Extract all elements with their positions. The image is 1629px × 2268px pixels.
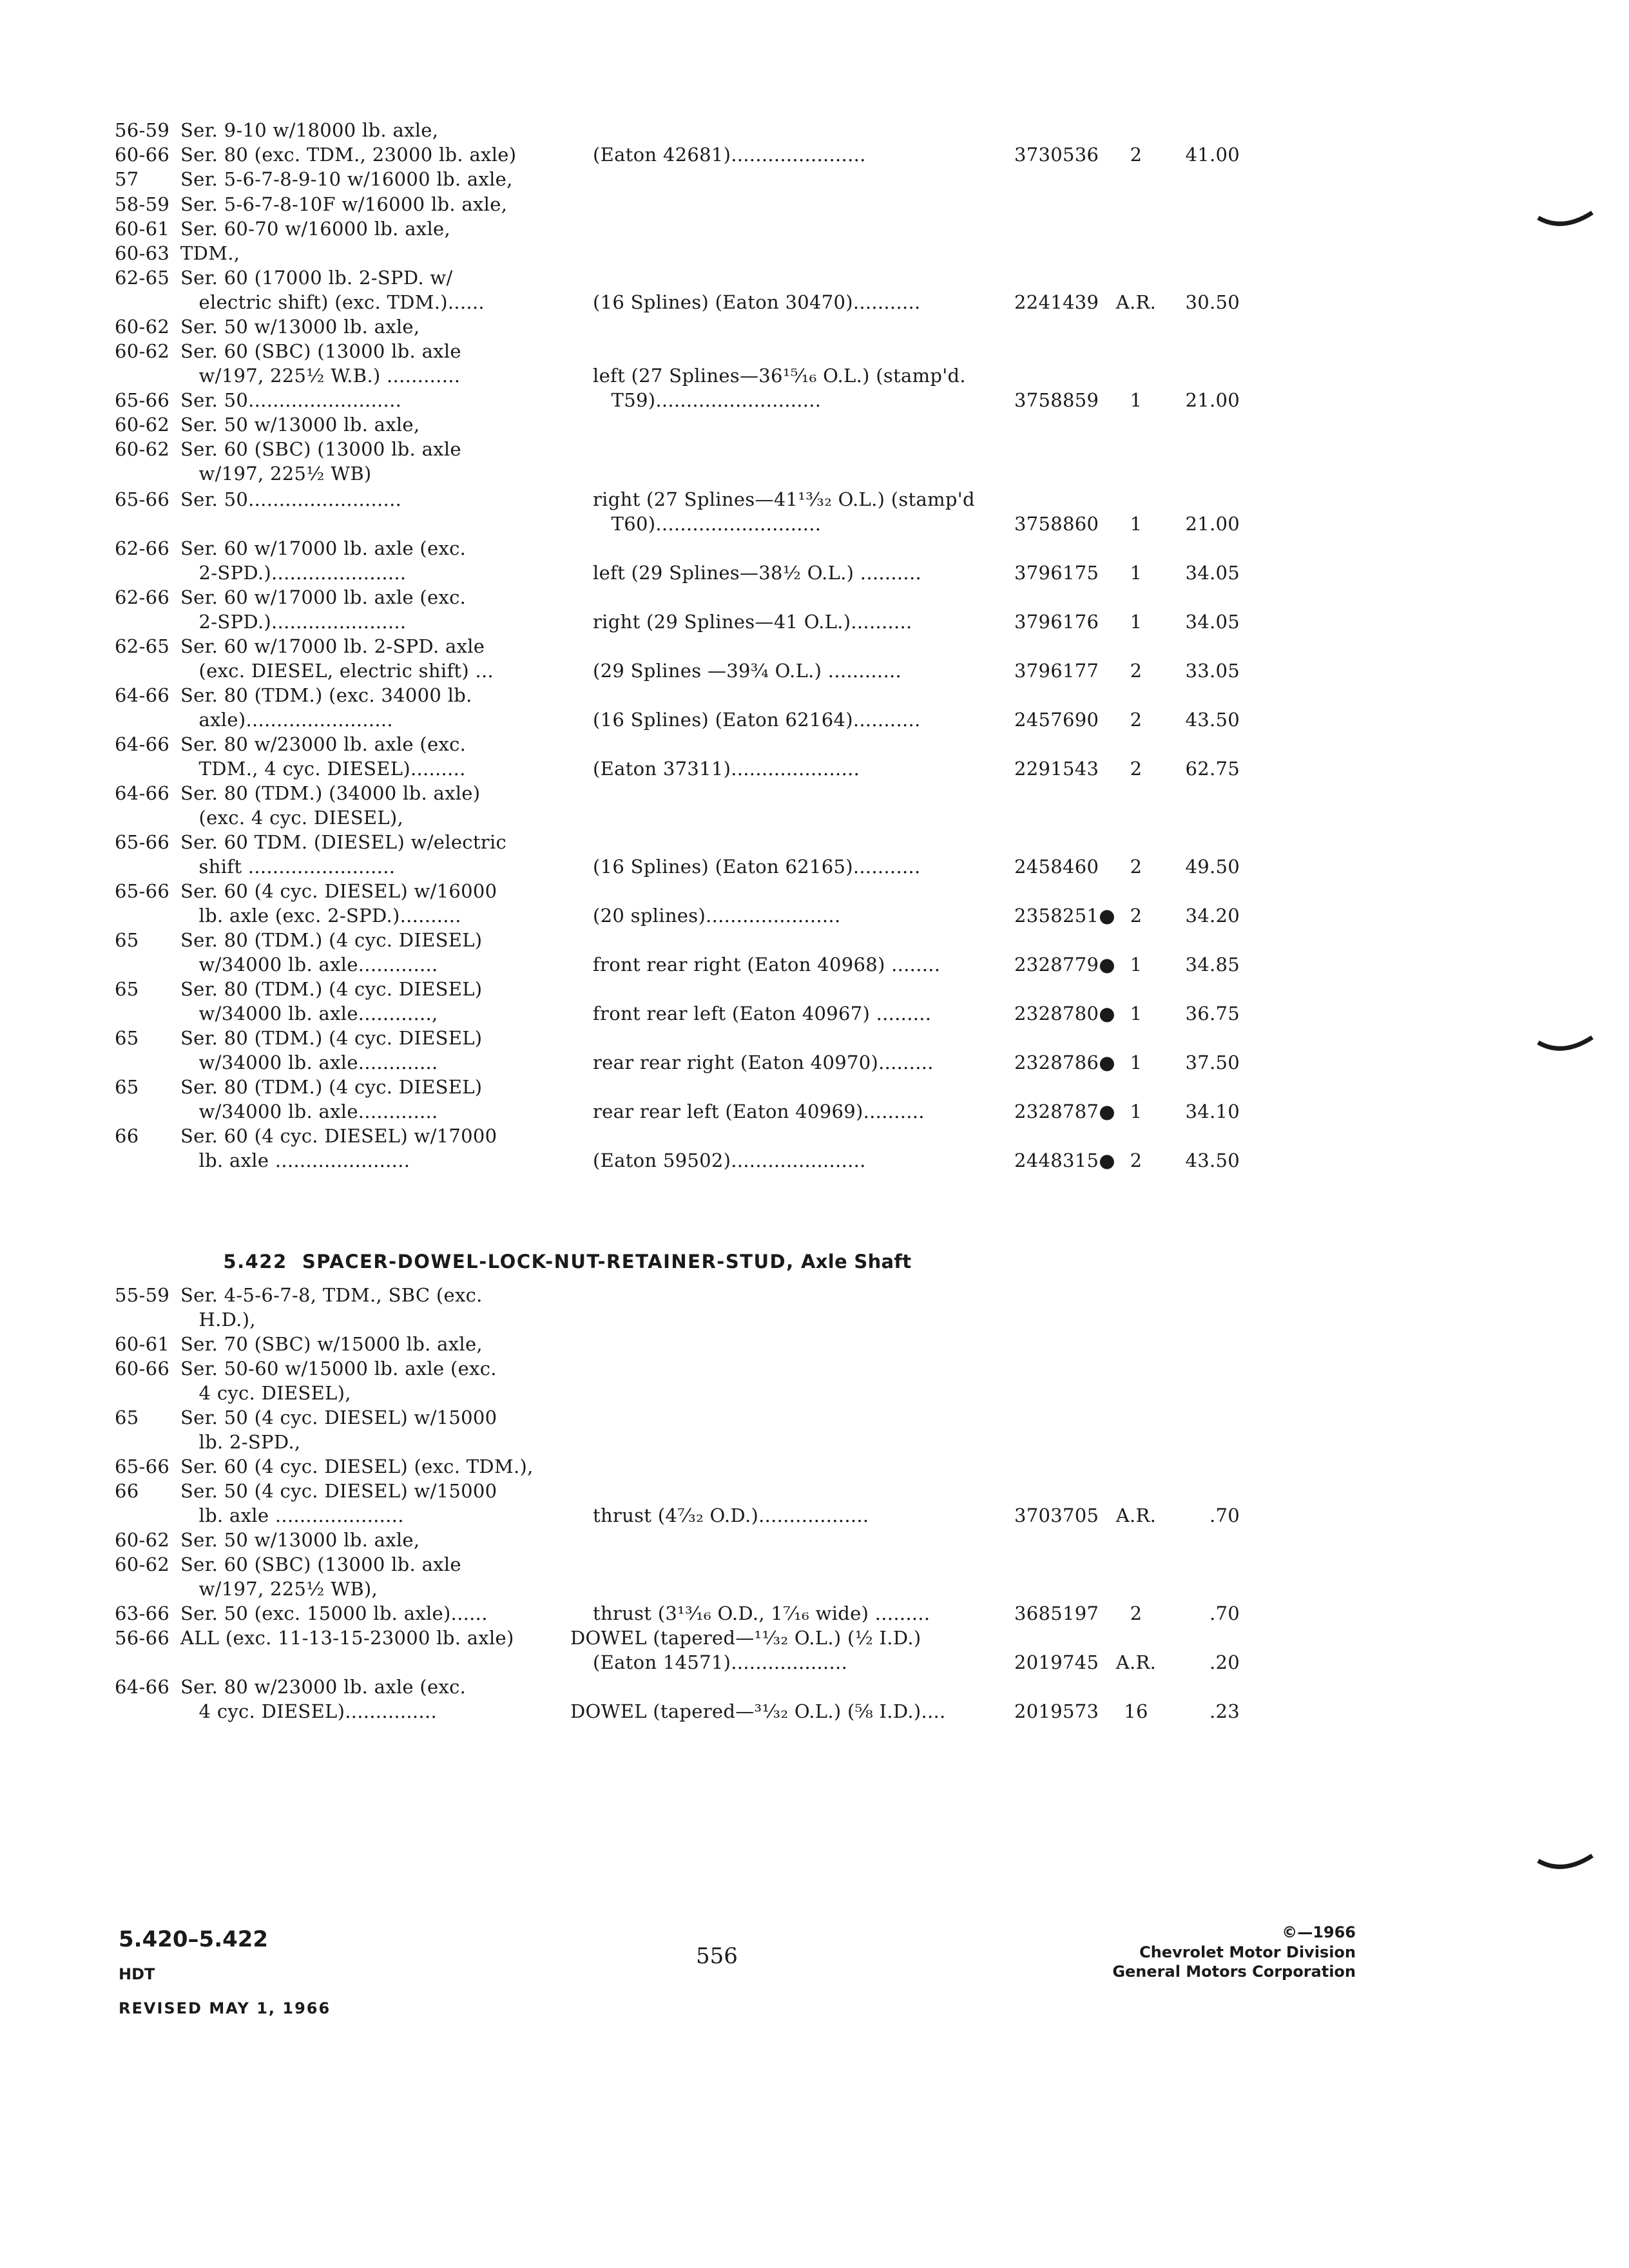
year-range: 65 [115,978,139,1000]
page-number: 556 [696,1943,738,1969]
part-description: right (27 Splines—41¹³⁄₃₂ O.L.) (stamp'd [593,488,975,510]
list-price: 34.20 [1185,905,1240,927]
application-desc: shift ........................ [180,856,396,878]
year-range: 65-66 [115,488,170,510]
application-desc: Ser. 60 (4 cyc. DIESEL) (exc. TDM.), [180,1456,534,1477]
list-price: 41.00 [1185,144,1240,166]
part-number: 3796175 [1014,562,1099,584]
part-number: 3796176 [1014,611,1099,633]
application-desc: Ser. 50 w/13000 lb. axle, [180,316,420,338]
year-range: 62-65 [115,635,170,657]
list-price: 43.50 [1185,1149,1240,1171]
application-desc: Ser. 50 (4 cyc. DIESEL) w/15000 [180,1480,497,1502]
part-description: (16 Splines) (Eaton 62165)........... [593,856,921,878]
application-desc: Ser. 60 (SBC) (13000 lb. axle [180,1553,461,1575]
part-number: 2328786● [1014,1052,1115,1073]
year-range: 62-66 [115,586,170,608]
part-number: 2448315● [1014,1149,1115,1171]
application-desc: Ser. 50......................... [180,488,402,510]
part-description: left (29 Splines—38½ O.L.) .......... [593,562,921,584]
list-price: 62.75 [1185,758,1240,780]
year-range: 65 [115,1076,139,1098]
part-number: 3796177 [1014,660,1099,682]
part-number: 2328780● [1014,1003,1115,1024]
part-number: 2019573 [1014,1700,1099,1722]
list-price: 37.50 [1185,1052,1240,1073]
list-price: .70 [1209,1602,1240,1624]
year-range: 60-61 [115,1333,170,1355]
part-description: (29 Splines —39¾ O.L.) ............ [593,660,902,682]
quantity: 1 [1130,513,1142,535]
year-range: 66 [115,1480,139,1502]
year-range: 63-66 [115,1602,170,1624]
footer-corporation: General Motors Corporation [1112,1963,1356,1981]
application-desc: Ser. 50 (exc. 15000 lb. axle)...... [180,1602,488,1624]
list-price: .20 [1209,1651,1240,1673]
part-number: 2291543 [1014,758,1099,780]
part-description: rear rear left (Eaton 40969).......... [593,1100,925,1122]
section-heading-sub: Axle Shaft [794,1251,912,1273]
year-range: 65-66 [115,389,170,411]
quantity: 2 [1130,758,1142,780]
part-number: 3758859 [1014,389,1099,411]
application-desc: Ser. 4-5-6-7-8, TDM., SBC (exc. [180,1284,483,1306]
application-desc: lb. 2-SPD., [180,1431,301,1453]
application-desc: TDM., 4 cyc. DIESEL)......... [180,758,466,780]
year-range: 60-61 [115,218,170,240]
application-desc: 2-SPD.)...................... [180,562,407,584]
year-range: 55-59 [115,1284,170,1306]
list-price: 30.50 [1185,291,1240,313]
part-description: (Eaton 14571)................... [593,1651,848,1673]
application-desc: (exc. DIESEL, electric shift) ... [180,660,494,682]
application-desc: w/197, 225½ WB) [180,463,372,485]
year-range: 60-62 [115,340,170,362]
application-desc: Ser. 60 TDM. (DIESEL) w/electric [180,831,507,853]
quantity: 1 [1130,389,1142,411]
application-desc: Ser. 60 w/17000 lb. axle (exc. [180,537,467,559]
application-desc: ALL (exc. 11-13-15-23000 lb. axle) [180,1627,514,1649]
application-desc: Ser. 60-70 w/16000 lb. axle, [180,218,451,240]
part-description: thrust (3¹³⁄₁₆ O.D., 1⁷⁄₁₆ wide) ......... [593,1602,930,1624]
part-number: 3685197 [1014,1602,1099,1624]
quantity: 2 [1130,856,1142,878]
application-desc: Ser. 50......................... [180,389,402,411]
application-desc: Ser. 80 (TDM.) (4 cyc. DIESEL) [180,929,483,951]
part-description: right (29 Splines—41 O.L.).......... [593,611,912,633]
application-desc: (exc. 4 cyc. DIESEL), [180,807,404,829]
application-desc: Ser. 60 w/17000 lb. 2-SPD. axle [180,635,485,657]
quantity: 1 [1130,1052,1142,1073]
part-description: thrust (4⁷⁄₃₂ O.D.).................. [593,1504,869,1526]
application-desc: w/34000 lb. axle............. [180,1052,438,1073]
quantity: 1 [1130,562,1142,584]
part-number: 2458460 [1014,856,1099,878]
quantity: 1 [1130,1100,1142,1122]
part-description: front rear right (Eaton 40968) ........ [593,954,941,975]
application-desc: Ser. 80 (TDM.) (4 cyc. DIESEL) [180,1027,483,1049]
list-price: 34.10 [1185,1100,1240,1122]
application-desc: Ser. 80 w/23000 lb. axle (exc. [180,1676,467,1698]
list-price: 49.50 [1185,856,1240,878]
application-desc: lb. axle ..................... [180,1504,404,1526]
quantity: 1 [1130,1003,1142,1024]
part-number: 3730536 [1014,144,1099,166]
application-desc: Ser. 80 (TDM.) (4 cyc. DIESEL) [180,1076,483,1098]
application-desc: axle)........................ [180,709,393,731]
year-range: 60-62 [115,1553,170,1575]
application-desc: w/34000 lb. axle............, [180,1003,438,1024]
year-range: 60-62 [115,438,170,460]
application-desc: Ser. 5-6-7-8-10F w/16000 lb. axle, [180,193,508,215]
footer-code: HDT [119,1965,155,1983]
application-desc: Ser. 60 (SBC) (13000 lb. axle [180,340,461,362]
part-number: 2328779● [1014,954,1115,975]
application-desc: 4 cyc. DIESEL), [180,1382,351,1404]
part-number: 3758860 [1014,513,1099,535]
part-description: (Eaton 59502)...................... [593,1149,866,1171]
section-heading-main: 5.422 SPACER-DOWEL-LOCK-NUT-RETAINER-STUD, [223,1251,795,1273]
binder-mark-icon [1537,206,1595,232]
quantity: 1 [1130,611,1142,633]
part-description: rear rear right (Eaton 40970)......... [593,1052,934,1073]
application-desc: Ser. 5-6-7-8-9-10 w/16000 lb. axle, [180,168,513,190]
application-desc: H.D.), [180,1309,256,1331]
quantity: 2 [1130,1602,1142,1624]
part-number: 2019745 [1014,1651,1099,1673]
year-range: 64-66 [115,782,170,804]
list-price: 21.00 [1185,513,1240,535]
year-range: 64-66 [115,684,170,706]
part-description: DOWEL (tapered—³¹⁄₃₂ O.L.) (⅝ I.D.).... [570,1700,946,1722]
year-range: 62-66 [115,537,170,559]
part-number: 2241439 [1014,291,1099,313]
quantity: 2 [1130,660,1142,682]
footer-copyright: ©—1966 [1282,1923,1356,1941]
application-desc: Ser. 60 (4 cyc. DIESEL) w/16000 [180,880,497,902]
quantity: A.R. [1115,291,1157,313]
year-range: 66 [115,1125,139,1147]
part-description: (16 Splines) (Eaton 62164)........... [593,709,921,731]
application-desc: Ser. 9-10 w/18000 lb. axle, [180,119,439,141]
binder-mark-icon [1537,1849,1595,1875]
part-description: DOWEL (tapered—¹¹⁄₃₂ O.L.) (½ I.D.) [570,1627,921,1649]
year-range: 64-66 [115,733,170,755]
year-range: 60-62 [115,316,170,338]
year-range: 65-66 [115,831,170,853]
part-description: (Eaton 37311)..................... [593,758,860,780]
year-range: 62-65 [115,267,170,289]
application-desc: lb. axle (exc. 2-SPD.).......... [180,905,461,927]
application-desc: Ser. 80 (TDM.) (34000 lb. axle) [180,782,481,804]
part-number: 2358251● [1014,905,1115,927]
year-range: 57 [115,168,139,190]
year-range: 60-62 [115,1529,170,1551]
application-desc: Ser. 60 (4 cyc. DIESEL) w/17000 [180,1125,497,1147]
application-desc: Ser. 50 (4 cyc. DIESEL) w/15000 [180,1407,497,1428]
list-price: 36.75 [1185,1003,1240,1024]
quantity: 2 [1130,144,1142,166]
application-desc: Ser. 60 w/17000 lb. axle (exc. [180,586,467,608]
quantity: 2 [1130,905,1142,927]
quantity: 16 [1124,1700,1148,1722]
year-range: 64-66 [115,1676,170,1698]
part-description: T59)........................... [593,389,822,411]
footer-revised: REVISED MAY 1, 1966 [119,1999,331,2017]
application-desc: Ser. 70 (SBC) w/15000 lb. axle, [180,1333,483,1355]
part-number: 2328787● [1014,1100,1115,1122]
year-range: 60-62 [115,414,170,436]
list-price: 34.85 [1185,954,1240,975]
application-desc: 4 cyc. DIESEL)............... [180,1700,437,1722]
list-price: 43.50 [1185,709,1240,731]
list-price: .23 [1209,1700,1240,1722]
part-description: T60)........................... [593,513,822,535]
year-range: 56-59 [115,119,170,141]
quantity: A.R. [1115,1651,1157,1673]
application-desc: Ser. 80 (TDM.) (exc. 34000 lb. [180,684,472,706]
list-price: 21.00 [1185,389,1240,411]
year-range: 60-66 [115,144,170,166]
application-desc: Ser. 80 (exc. TDM., 23000 lb. axle) [180,144,517,166]
application-desc: lb. axle ...................... [180,1149,410,1171]
list-price: 33.05 [1185,660,1240,682]
year-range: 65 [115,929,139,951]
year-range: 58-59 [115,193,170,215]
application-desc: Ser. 60 (SBC) (13000 lb. axle [180,438,461,460]
quantity: 1 [1130,954,1142,975]
quantity: 2 [1130,1149,1142,1171]
application-desc: Ser. 50-60 w/15000 lb. axle (exc. [180,1358,497,1379]
list-price: .70 [1209,1504,1240,1526]
list-price: 34.05 [1185,611,1240,633]
footer-section-ref: 5.420–5.422 [119,1927,269,1952]
application-desc: w/34000 lb. axle............. [180,954,438,975]
part-description: (20 splines)...................... [593,905,841,927]
part-description: (Eaton 42681)...................... [593,144,866,166]
application-desc: Ser. 80 (TDM.) (4 cyc. DIESEL) [180,978,483,1000]
year-range: 65-66 [115,880,170,902]
part-number: 3703705 [1014,1504,1099,1526]
application-desc: Ser. 50 w/13000 lb. axle, [180,414,420,436]
application-desc: w/34000 lb. axle............. [180,1100,438,1122]
part-description: front rear left (Eaton 40967) ......... [593,1003,932,1024]
application-desc: electric shift) (exc. TDM.)...... [180,291,485,313]
list-price: 34.05 [1185,562,1240,584]
application-desc: 2-SPD.)...................... [180,611,407,633]
year-range: 65 [115,1027,139,1049]
year-range: 65-66 [115,1456,170,1477]
part-description: (16 Splines) (Eaton 30470)........... [593,291,921,313]
year-range: 60-66 [115,1358,170,1379]
application-desc: Ser. 60 (17000 lb. 2-SPD. w/ [180,267,453,289]
application-desc: w/197, 225½ WB), [180,1578,378,1600]
quantity: 2 [1130,709,1142,731]
part-number: 2457690 [1014,709,1099,731]
application-desc: TDM., [180,242,240,264]
footer-division: Chevrolet Motor Division [1139,1943,1356,1961]
year-range: 56-66 [115,1627,170,1649]
application-desc: Ser. 50 w/13000 lb. axle, [180,1529,420,1551]
year-range: 65 [115,1407,139,1428]
quantity: A.R. [1115,1504,1157,1526]
binder-mark-icon [1537,1031,1595,1057]
year-range: 60-63 [115,242,170,264]
application-desc: Ser. 80 w/23000 lb. axle (exc. [180,733,467,755]
application-desc: w/197, 225½ W.B.) ............ [180,365,461,387]
part-description: left (27 Splines—36¹⁵⁄₁₆ O.L.) (stamp'd. [593,365,966,387]
